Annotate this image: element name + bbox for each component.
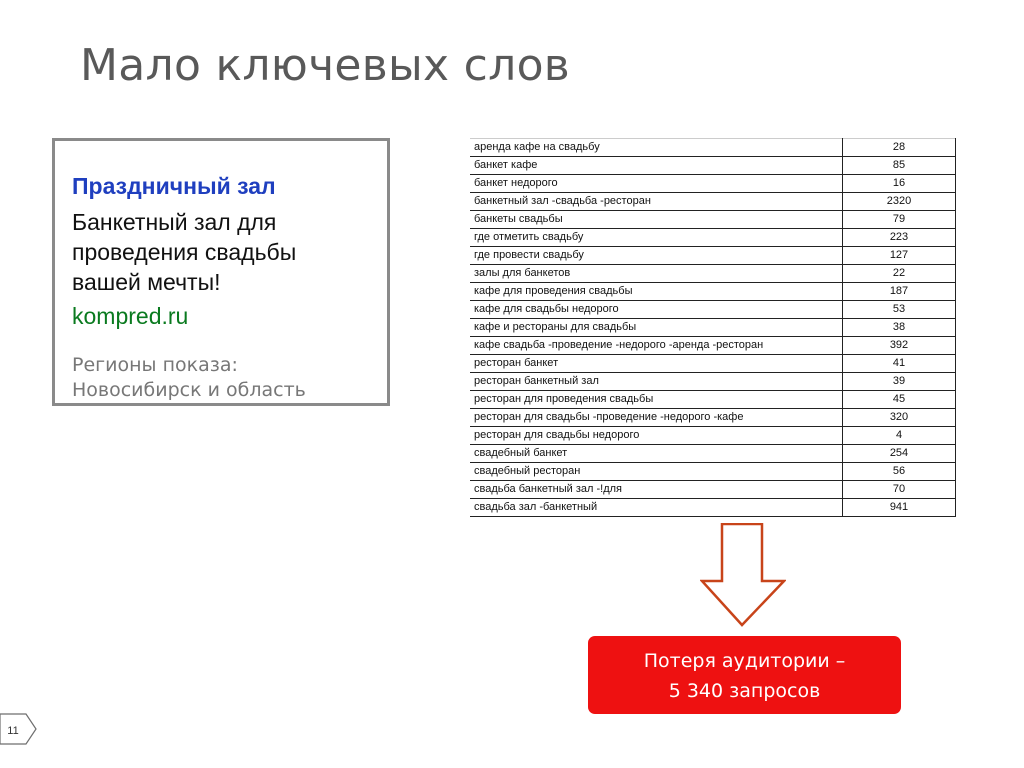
table-row bbox=[470, 337, 956, 355]
ad-domain: kompred.ru bbox=[72, 303, 189, 329]
keyword-cell: кафе для свадьбы недорого bbox=[470, 301, 843, 319]
table-row bbox=[470, 391, 956, 409]
keyword-cell: свадебный банкет bbox=[470, 445, 843, 463]
keyword-cell: ресторан банкет bbox=[470, 355, 843, 373]
count-cell: 39 bbox=[843, 373, 956, 391]
keyword-cell: банкеты свадьбы bbox=[470, 211, 843, 229]
keyword-cell: аренда кафе на свадьбу bbox=[470, 139, 843, 157]
table-row bbox=[470, 445, 956, 463]
table-row bbox=[470, 355, 956, 373]
count-cell: 320 bbox=[843, 409, 956, 427]
table-row bbox=[470, 139, 956, 157]
ad-regions bbox=[72, 353, 306, 403]
ad-body-line: проведения свадьбы bbox=[72, 239, 297, 265]
ad-body-line: вашей мечты! bbox=[72, 269, 221, 295]
count-cell: 79 bbox=[843, 211, 956, 229]
keyword-cell: ресторан для свадьбы недорого bbox=[470, 427, 843, 445]
count-cell: 70 bbox=[843, 481, 956, 499]
table-row bbox=[470, 301, 956, 319]
count-cell: 223 bbox=[843, 229, 956, 247]
table-row bbox=[470, 373, 956, 391]
table-row bbox=[470, 175, 956, 193]
count-cell: 85 bbox=[843, 157, 956, 175]
count-cell: 38 bbox=[843, 319, 956, 337]
table-row bbox=[470, 409, 956, 427]
keyword-cell: где отметить свадьбу bbox=[470, 229, 843, 247]
count-cell: 16 bbox=[843, 175, 956, 193]
keyword-cell: банкетный зал -свадьба -ресторан bbox=[470, 193, 843, 211]
table-row bbox=[470, 265, 956, 283]
page-number: 11 bbox=[7, 725, 19, 737]
count-cell: 53 bbox=[843, 301, 956, 319]
table-row bbox=[470, 193, 956, 211]
table-row bbox=[470, 157, 956, 175]
keyword-cell: кафе для проведения свадьбы bbox=[470, 283, 843, 301]
keyword-cell: банкет кафе bbox=[470, 157, 843, 175]
slide-title: Мало ключевых слов bbox=[80, 40, 571, 91]
table-row bbox=[470, 319, 956, 337]
count-cell: 941 bbox=[843, 499, 956, 517]
count-cell: 45 bbox=[843, 391, 956, 409]
keyword-cell: где провести свадьбу bbox=[470, 247, 843, 265]
count-cell: 2320 bbox=[843, 193, 956, 211]
callout-line: 5 340 запросов bbox=[668, 680, 821, 702]
ad-regions-value: Новосибирск и область bbox=[72, 379, 306, 401]
count-cell: 41 bbox=[843, 355, 956, 373]
ad-regions-label: Регионы показа: bbox=[72, 354, 238, 376]
callout-line: Потеря аудитории – bbox=[643, 650, 846, 672]
keyword-cell: банкет недорого bbox=[470, 175, 843, 193]
table-row bbox=[470, 427, 956, 445]
count-cell: 22 bbox=[843, 265, 956, 283]
keyword-cell: ресторан для проведения свадьбы bbox=[470, 391, 843, 409]
ad-preview bbox=[52, 138, 390, 406]
table-row bbox=[470, 463, 956, 481]
table-row bbox=[470, 247, 956, 265]
table-row bbox=[470, 283, 956, 301]
count-cell: 56 bbox=[843, 463, 956, 481]
count-cell: 392 bbox=[843, 337, 956, 355]
keyword-cell: залы для банкетов bbox=[470, 265, 843, 283]
table-row bbox=[470, 499, 956, 517]
table-row bbox=[470, 211, 956, 229]
count-cell: 28 bbox=[843, 139, 956, 157]
keyword-cell: свадебный ресторан bbox=[470, 463, 843, 481]
count-cell: 4 bbox=[843, 427, 956, 445]
ad-headline[interactable]: Праздничный зал bbox=[72, 173, 276, 199]
keyword-cell: кафе и рестораны для свадьбы bbox=[470, 319, 843, 337]
keyword-cell: ресторан для свадьбы -проведение -недорого -кафе bbox=[470, 409, 843, 427]
ad-body bbox=[72, 207, 372, 297]
keywords-table bbox=[470, 138, 956, 517]
count-cell: 187 bbox=[843, 283, 956, 301]
ad-body-line: Банкетный зал для bbox=[72, 209, 277, 235]
count-cell: 254 bbox=[843, 445, 956, 463]
table-row bbox=[470, 481, 956, 499]
audience-loss-callout bbox=[588, 636, 901, 714]
count-cell: 127 bbox=[843, 247, 956, 265]
table-row bbox=[470, 229, 956, 247]
page-number-badge bbox=[0, 712, 40, 746]
down-arrow-icon bbox=[700, 523, 786, 627]
keyword-cell: свадьба зал -банкетный bbox=[470, 499, 843, 517]
keyword-cell: кафе свадьба -проведение -недорого -аренда -ресторан bbox=[470, 337, 843, 355]
keyword-cell: свадьба банкетный зал -!для bbox=[470, 481, 843, 499]
keyword-cell: ресторан банкетный зал bbox=[470, 373, 843, 391]
